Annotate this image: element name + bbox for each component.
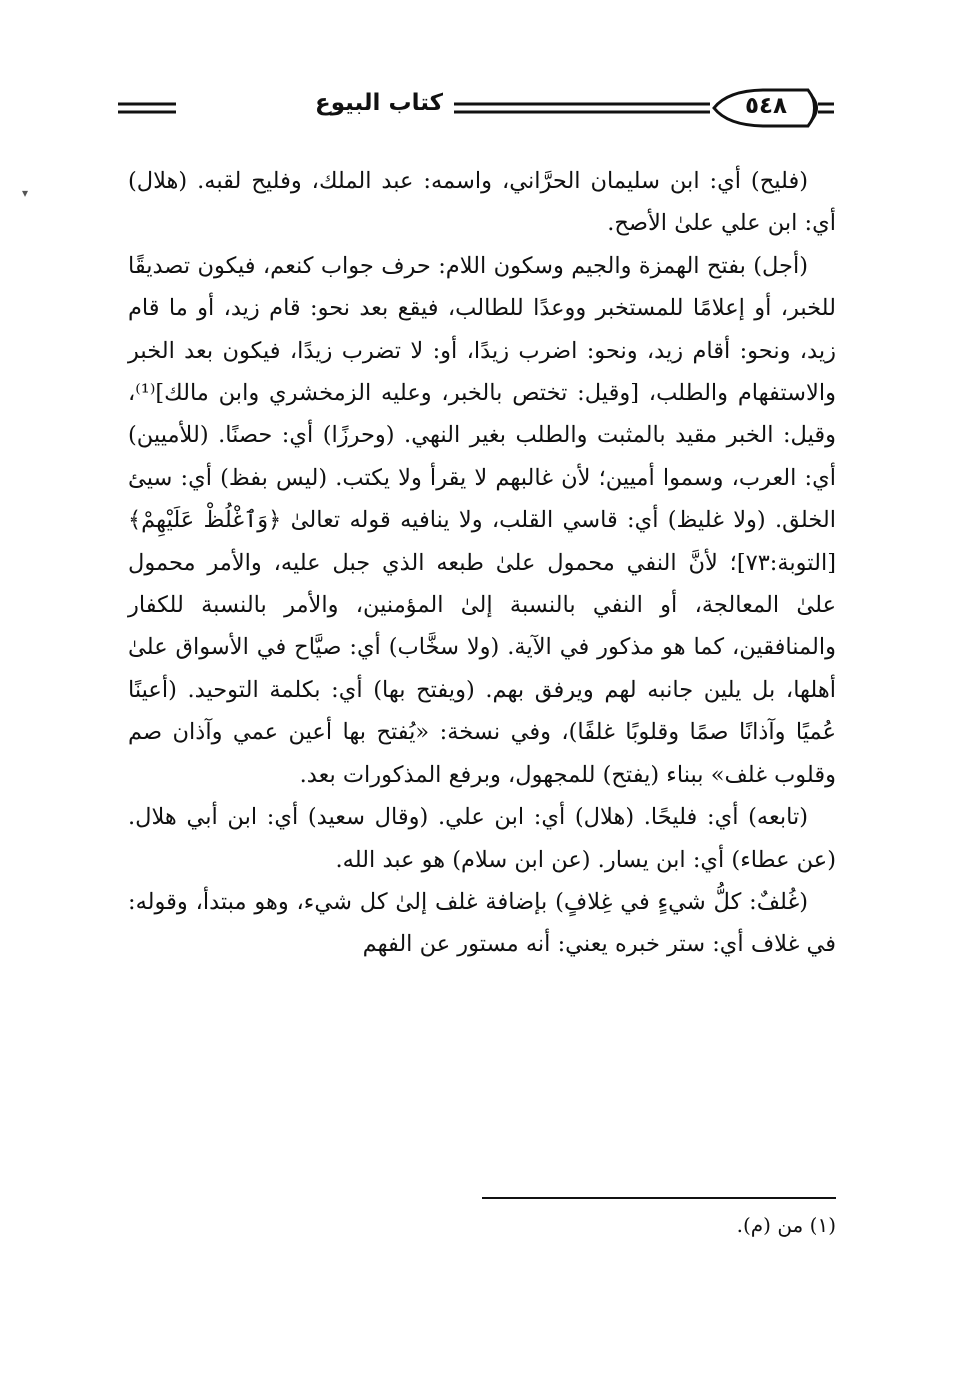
header-title: كتاب البيوع [304, 90, 454, 116]
margin-mark: ▾ [22, 186, 29, 200]
paragraph: (تابعه) أي: فليحًا. (هلال) أي: ابن علي. (وقال سعيد) أي: ابن أبي هلال. (عن عطاء) أي: ابن يسار. (عن ابن سلام) هو عبد الله. [128, 804, 836, 873]
page-number: ٥٤٨ [744, 93, 788, 119]
paragraph: (أجل) بفتح الهمزة والجيم وسكون اللام: حرف جواب كنعم، فيكون تصديقًا للخبر، أو إعلامًا للمستخبر ووعدًا للطالب، فيقع بعد نحو: قام زيد، أو ما قام زيد، ونحو: أقام زيد، ونحو: اضرب زيدًا، أو: لا تضرب زيدًا، فيكون بعد الخبر والاستفهام والطلب، [وقيل: تختص بالخبر، وعليه الزمخشري وابن مالك]⁽¹⁾، وقيل: الخبر مقيد بالمثبت والطلب بغير النهي. (وحرزًا) أي: حصنًا. (للأميين) أي: العرب، وسموا أميين؛ لأن غالبهم لا يقرأ ولا يكتب. (ليس بفظ) أي: سيئ الخلق. (ولا غليظ) أي: قاسي القلب، ولا ينافيه قوله تعالىٰ ﴿وَٱغْلُظْ عَلَيْهِمْ﴾ [التوبة:٧٣]؛ لأنَّ النفي محمول علىٰ طبعه الذي جبل عليه، والأمر محمول علىٰ المعالجة، أو النفي بالنسبة إلىٰ المؤمنين، والأمر بالنسبة للكفار والمنافقين، كما هو مذكور في الآية. (ولا سخَّاب) أي: صيَّاح في الأسواق علىٰ أهلها، بل يلين جانبه لهم ويرفق بهم. (ويفتح بها) أي: بكلمة التوحيد. (أعينًا عُميًا وآذانًا صمًا وقلوبًا غلفًا)، وفي نسخة: «يُفتح بها أعين عمي وآذان صم وقلوب غلف» ببناء (يفتح) للمجهول، وبرفع المذكورات بعد. [128, 252, 836, 788]
paragraph: (غُلفٌ: كلُّ شيءٍ في غِلافٍ) بإضافة غلف إلىٰ كل شيء، وهو مبتدأ، وقوله: في غلاف أي: ستر خبره يعني: أنه مستور عن الفهم [128, 888, 836, 958]
footnote: (١) من (م). [736, 1213, 836, 1237]
paragraph: (فليح) أي: ابن سليمان الحرَّاني، واسمه: عبد الملك، وفليح لقبه. (هلال) أي: ابن علي علىٰ الأصح. [128, 168, 836, 237]
running-header [118, 86, 834, 132]
footnote-divider [482, 1197, 836, 1199]
main-text [128, 160, 836, 966]
